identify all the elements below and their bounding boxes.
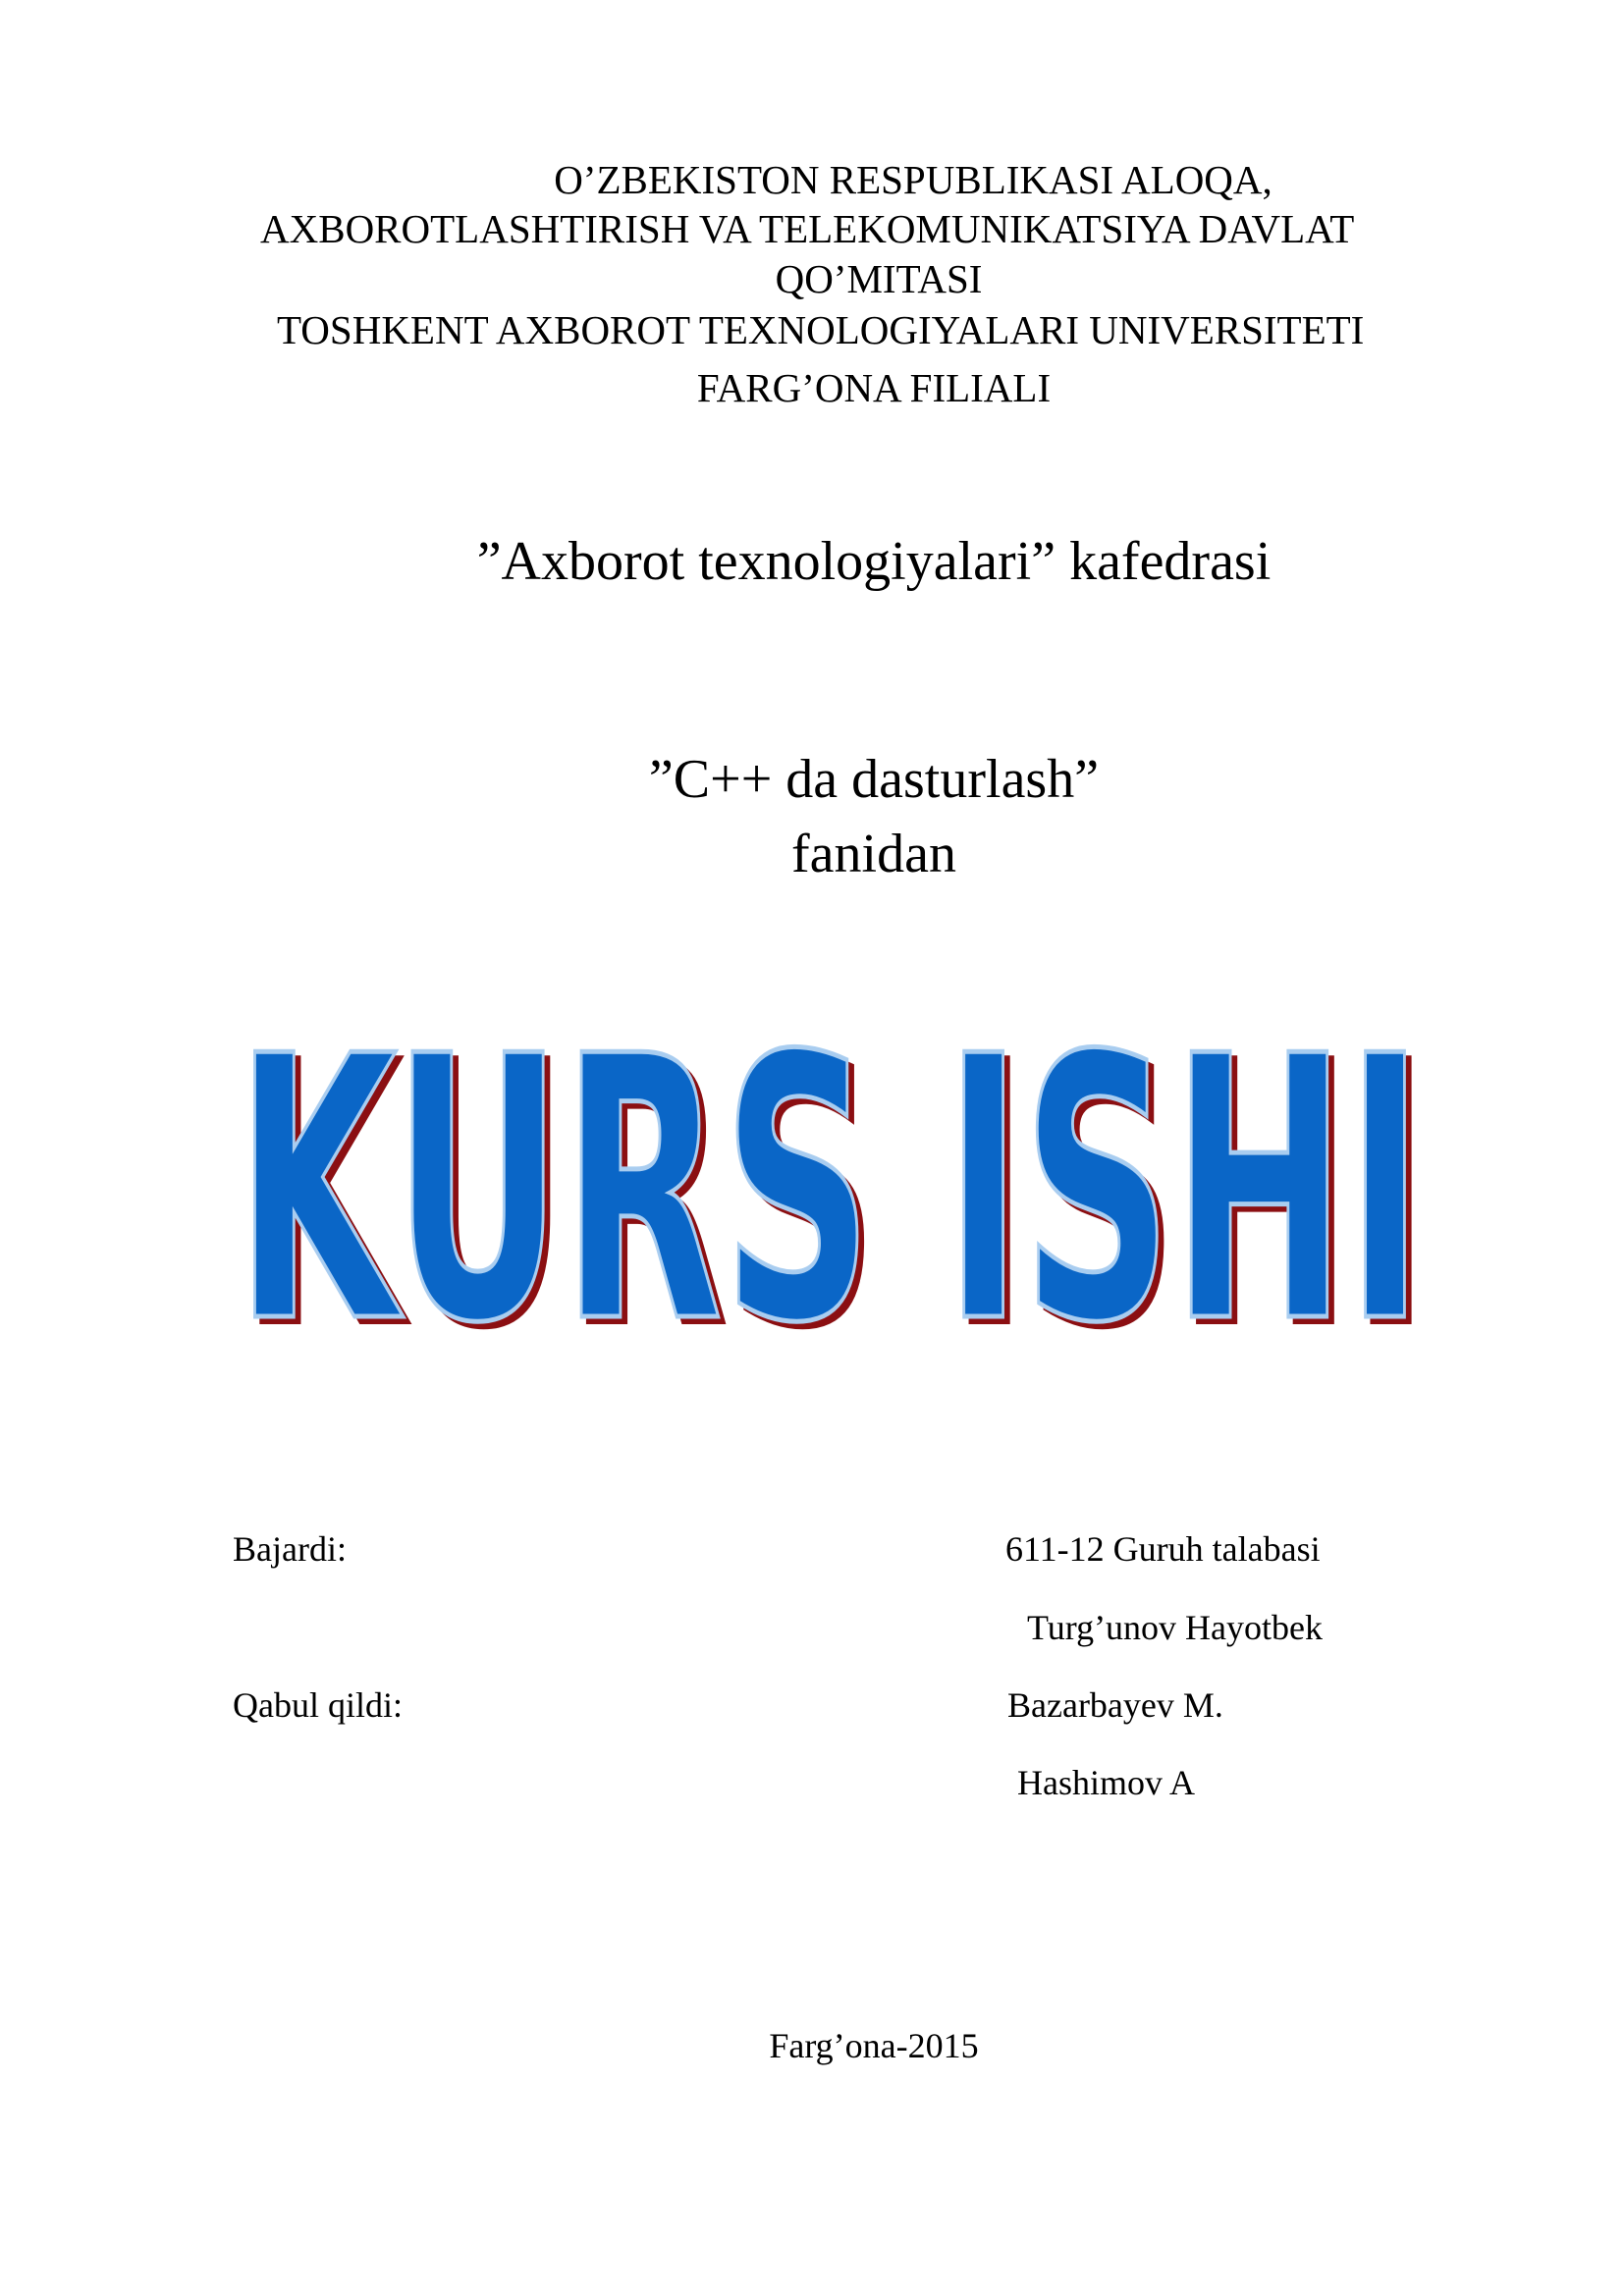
wordart-title-shadow: KURS ISHI [242, 996, 1430, 1340]
wordart-title-text: KURS ISHI [236, 996, 1424, 1340]
student-group: 611-12 Guruh talabasi [1005, 1529, 1321, 1569]
student-name: Turg’unov Hayotbek [1027, 1608, 1324, 1647]
header-line-5: FARG’ONA FILIALI [696, 365, 1052, 410]
wordart-title-svg [226, 996, 1434, 1340]
header-line-2: AXBOROTLASHTIRISH VA TELEKOMUNIKATSIYA DAVLAT [260, 206, 1355, 251]
performed-by-label: Bajardi: [233, 1529, 347, 1569]
teacher-name-2: Hashimov A [1017, 1763, 1196, 1802]
subject-suffix: fanidan [791, 824, 956, 884]
accepted-by-label: Qabul qildi: [233, 1685, 403, 1725]
subject-name: ”C++ da dasturlash” [648, 749, 1100, 810]
header-line-4: TOSHKENT AXBOROT TEXNOLOGIYALARI UNIVERSITETI [277, 307, 1365, 352]
teacher-name-1: Bazarbayev M. [1007, 1685, 1223, 1725]
place-and-year: Farg’ona-2015 [769, 2026, 979, 2065]
wordart-title [226, 996, 1434, 1340]
header-line-1: O’ZBEKISTON RESPUBLIKASI ALOQA, [554, 157, 1272, 202]
header-line-3: QO’MITASI [775, 256, 983, 301]
department-name: ”Axborot texnologiyalari” kafedrasi [476, 531, 1272, 592]
